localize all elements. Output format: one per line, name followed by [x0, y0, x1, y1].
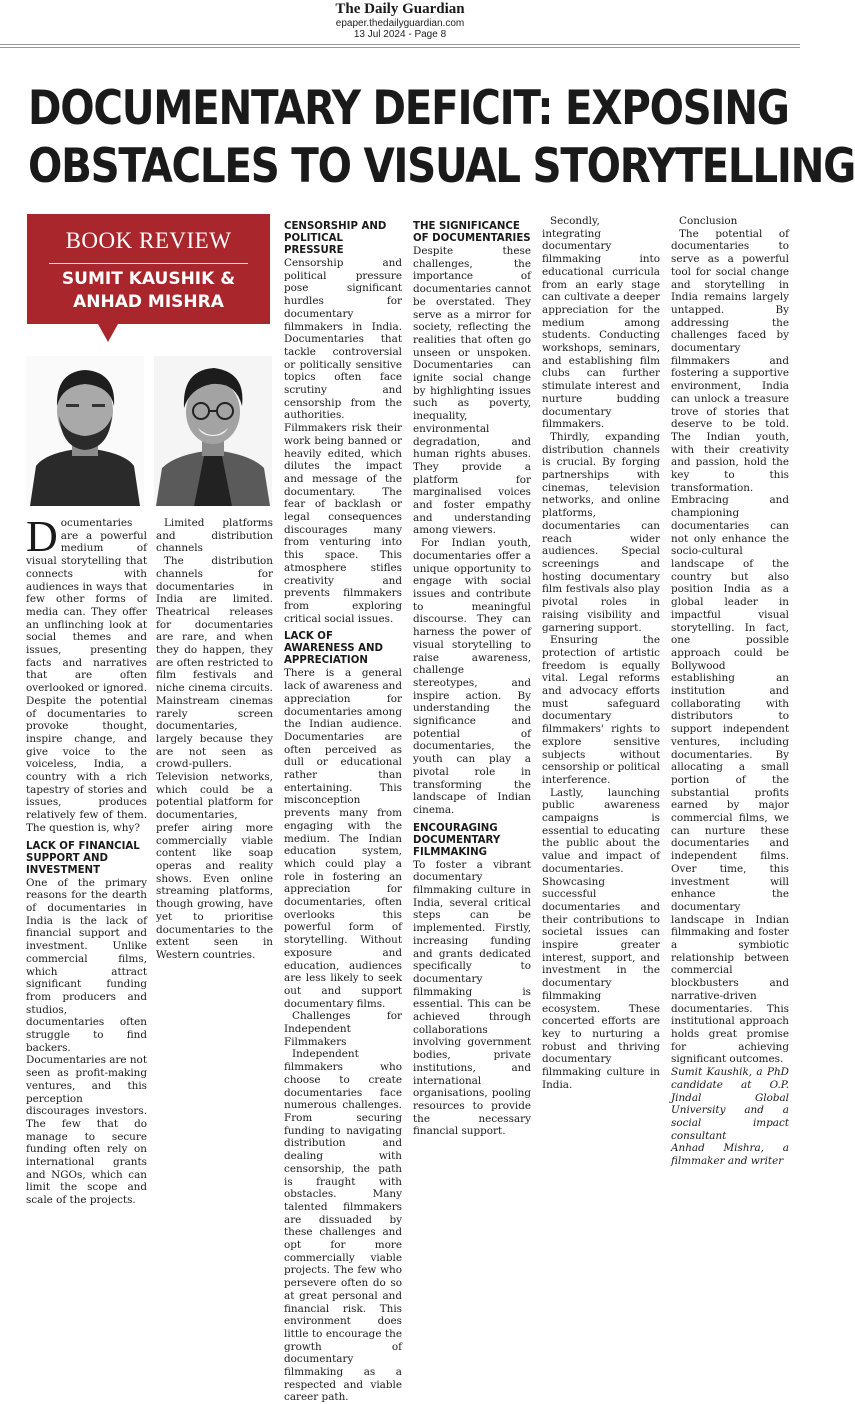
masthead-url[interactable]: epaper.thedailyguardian.com [335, 18, 465, 29]
book-review-label: BOOK REVIEW [65, 228, 232, 253]
paragraph-challenges-head: Challenges for Independent Filmmakers [284, 1010, 402, 1048]
paragraph-awareness: There is a general lack of awareness and appreciation for documentaries among the Indian audience. Documentaries are often perceived as dull or educational rather than entertaining. This misconception prevents many from engaging with the medium. The Indian education system, which could play a role in fostering an appreciation for documentaries, often overlooks this powerful form of storytelling. Without exposure and education, audiences are less likely to seek out and support documentary films. [284, 667, 402, 1010]
signature-anhad: Anhad Mishra, a filmmaker and writer [671, 1142, 789, 1168]
box-divider [49, 263, 248, 264]
author-names [27, 268, 270, 314]
paragraph-third: Thirdly, expanding distribution channels is crucial. By forging partnerships with cinemas, television networks, and online platforms, documentaries can reach wider audiences. Special screenings and hosting documentary film festivals also play pivotal roles in raising visibility and garnering support. [542, 430, 660, 634]
headline-line-1: DOCUMENTARY DEFICIT: EXPOSING [28, 81, 789, 136]
paragraph-youth: For Indian youth, documentaries offer a unique opportunity to engage with social issues and contribute to meaningful discourse. They can harness the power of visual storytelling to raise awareness, challenge stereotypes, and inspire action. By understanding the significance and potential of documentaries, the youth can play a pivotal role in transforming the landscape of Indian cinema. [413, 537, 531, 816]
paragraph-conclusion: The potential of documentaries to serve as a powerful tool for social change and storytelling in India remains largely untapped. By addressing the challenges faced by documentary filmmakers and fostering a supportive environment, India can unlock a treasure trove of stories that deserve to be told. The Indian youth, with their creativity and passion, hold the key to this transformation. Embracing and championing documentaries can not only enhance the socio-cultural landscape of the country but also position India as a global leader in impactful visual storytelling. In fact, one possible approach could be Bollywood establishing an institution and collaborating with distributors to support independent ventures, including documentaries. By allocating a small portion of the substantial profits earned by major commercial films, we can nurture these documentaries and independent films. Over time, this investment will enhance the documentary landscape in Indian filmmaking and foster a symbiotic relationship between commercial blockbusters and narrative-driven documentaries. This institutional approach holds great promise for achieving significant outcomes. [671, 227, 789, 1066]
book-review-box [27, 214, 270, 324]
masthead-title: The Daily Guardian [335, 1, 465, 17]
article-column-1 [26, 512, 147, 1207]
top-rule [0, 44, 800, 45]
paragraph-protection: Ensuring the protection of artistic freedom is equally vital. Legal reforms and advocacy efforts must safeguard documentary filmmakers' rights to explore sensitive subjects without censorship or political interference. [542, 634, 660, 786]
article-column-4 [413, 215, 531, 1138]
signature-sumit: Sumit Kaushik, a PhD candidate at O.P. Jindal Global University and a social impact consultant [671, 1066, 789, 1142]
paragraph-encouraging: To foster a vibrant documentary filmmaking culture in India, several critical steps can be implemented. Firstly, increasing funding and grants dedicated specifically to documentary filmmaking is essential. This can be achieved through collaborations involving government bodies, private institutions, and international organisations, pooling resources to provide the necessary financial support. [413, 858, 531, 1138]
heading-encouraging: ENCOURAGING DOCUMENTARY FILMMAKING [413, 822, 501, 858]
paragraph-platforms-head: Limited platforms and distribution channels [156, 517, 273, 555]
intro-paragraph [26, 512, 147, 835]
article-column-3 [284, 215, 402, 1404]
paragraph-financial: One of the primary reasons for the dearth of documentaries in India is the lack of financial support and investment. Unlike commercial films, which attract significant funding from producers and studios, documentaries often struggle to find backers. Documentaries are not seen as profit-making ventures, and this perception discourages investors. The few that do manage to secure funding often rely on international grants and NGOs, which can limit the scope and scale of the projects. [26, 876, 147, 1207]
author-2: ANHAD MISHRA [73, 292, 224, 312]
article-column-5 [542, 215, 660, 1091]
heading-censorship: CENSORSHIP AND POLITICAL PRESSURE [284, 221, 387, 256]
paragraph-second: Secondly, integrating documentary filmmaking into educational curricula from an early stage can cultivate a deeper appreciation for the medium among students. Conducting workshops, seminars, and establishing film clubs can further stimulate interest and nurture budding documentary filmmakers. [542, 215, 660, 431]
intro-text: ocumentaries are a powerful medium of visual storytelling that connects with audiences in ways that few other forms of media can. They offer an unflinching look at social themes and issues, presenting facts and narratives that are often overlooked or ignored. Despite the potential of documentaries to provoke thought, inspire change, and give voice to the voiceless, India, a country with a rich tapestry of stories and issues, produces relatively few of them. The question is, why? [26, 517, 147, 834]
headline-line-2: OBSTACLES TO VISUAL STORYTELLING [28, 139, 855, 194]
heading-financial: LACK OF FINANCIAL SUPPORT AND INVESTMENT [26, 840, 140, 876]
paragraph-challenges: Independent filmmakers who choose to create documentaries face numerous challenges. From securing funding to navigating distribution and dealing with censorship, the path is fraught with obstacles. Many talented filmmakers are dissuaded by these challenges and opt for more commercially viable projects. The few who persevere often do so at great personal and financial risk. This environment does little to encourage the growth of documentary filmmaking as a respected and viable career path. [284, 1048, 402, 1404]
author-1: SUMIT KAUSHIK & [61, 269, 236, 289]
drop-cap: D [26, 512, 58, 561]
author-photo-sumit-kaushik [26, 356, 144, 506]
paragraph-conclusion-head: Conclusion [679, 215, 738, 227]
masthead [0, 0, 800, 40]
heading-significance: THE SIGNIFICANCE OF DOCUMENTARIES [413, 221, 531, 244]
paragraph-significance: Despite these challenges, the importance of documentaries cannot be overstated. They serve as a mirror for society, reflecting the realities that often go unseen or unspoken. Documentaries can ignite social change by highlighting issues such as poverty, inequality, environmental degradation, and human rights abuses. They provide a platform for marginalised voices and foster empathy and understanding among viewers. [413, 245, 531, 537]
masthead-date: 13 Jul 2024 - Page 8 [353, 29, 447, 40]
author-photo-anhad-mishra [154, 356, 272, 506]
paragraph-platforms: The distribution channels for documentaries in India are limited. Theatrical releases for documentaries are rare, and when they do happen, they are often restricted to film festivals and niche cinema circuits. Mainstream cinemas rarely screen documentaries, largely because they are not seen as crowd-pullers. Television networks, which could be a potential platform for documentaries, prefer airing more commercially viable content like soap operas and reality shows. Even online streaming platforms, though growing, have yet to prioritise documentaries to the extent seen in Western countries. [156, 555, 273, 961]
headline [28, 80, 855, 196]
box-pointer [98, 324, 118, 342]
article-column-6 [671, 215, 789, 1168]
top-rule-2 [0, 47, 800, 48]
heading-awareness: LACK OF AWARENESS AND APPRECIATION [284, 631, 384, 667]
paragraph-censorship: Censorship and political pressure pose significant hurdles for documentary filmmakers in India. Documentaries that tackle controversial or politically sensitive topics often face scrutiny and censorship from the authorities. Filmmakers risk their work being banned or heavily edited, which dilutes the impact and message of the documentary. The fear of backlash or legal consequences discourages many from venturing into this space. This atmosphere stifles creativity and prevents filmmakers from exploring critical social issues. [284, 257, 402, 625]
article-column-2 [156, 517, 273, 961]
paragraph-lastly: Lastly, launching public awareness campaigns is essential to educating the public about the value and impact of documentaries. Showcasing successful documentaries and their contributions to societal issues can inspire greater interest, support, and investment in the documentary filmmaking ecosystem. These concerted efforts are key to nurturing a robust and thriving documentary filmmaking culture in India. [542, 786, 660, 1091]
